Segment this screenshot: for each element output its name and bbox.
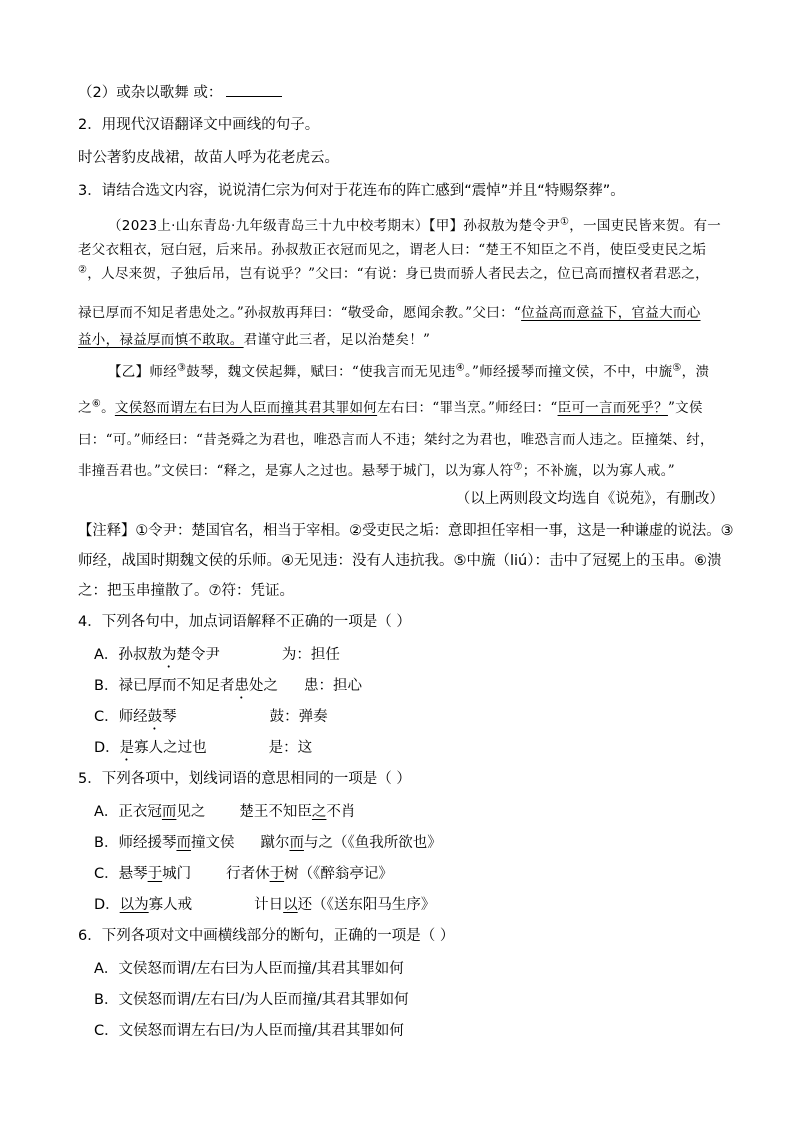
q4-option-a[interactable]: A．孙叔敖为楚令尹 为：担任 bbox=[94, 647, 340, 663]
q6-option-b[interactable]: B．文侯怒而谓/左右曰/为人臣而撞/其君其罪如何 bbox=[94, 992, 409, 1008]
q5-option-c[interactable]: C．悬琴于城门 行者休于树（《醉翁亭记》 bbox=[94, 866, 393, 882]
q4-option-c[interactable]: C．师经鼓琴 鼓：弹奏 bbox=[94, 709, 328, 725]
answer-blank[interactable] bbox=[226, 82, 282, 97]
passage-credit: （以上两则段文均选自《说苑》，有删改） bbox=[455, 491, 724, 507]
passage-line: 益小，禄益厚而慎不敢取。君谨守此三者，足以治楚矣！” bbox=[78, 332, 431, 348]
passage-line: 之⑥。文侯怒而谓左右曰为人臣而撞其君其罪如何左右曰：“罪当烹。”师经曰：“臣可一言而死乎？”文侯 bbox=[78, 398, 703, 416]
notes-line: 师经，战国时期魏文侯的乐师。④无见违：没有人违抗我。⑤中旒（liú）：击中了冠冕上的玉串。⑥溃 bbox=[78, 553, 722, 569]
underlined-sentence: 益小，禄益厚而慎不敢取。 bbox=[78, 332, 244, 348]
passage-source: （2023上·山东青岛·九年级青岛三十九中校考期末） bbox=[108, 218, 429, 234]
q5-option-a[interactable]: A．正衣冠而见之 楚王不知臣之不肖 bbox=[94, 804, 356, 820]
notes-line: 之：把玉串撞散了。⑦符：凭证。 bbox=[78, 583, 294, 599]
passage-line: 【乙】师经③鼓琴，魏文侯起舞，赋曰：“使我言而无见违④。”师经援琴而撞文侯，不中，中旒⑤，溃 bbox=[108, 362, 710, 380]
passage-line: 禄已厚而不知足者患处之。”孙叔敖再拜曰：“敬受命，愿闻余教。”父曰：“位益高而意益下，官益大而心 bbox=[78, 305, 701, 321]
q6-stem: 6．下列各项对文中画横线部分的断句，正确的一项是（ ） bbox=[78, 928, 455, 944]
q4-option-b[interactable]: B．禄已厚而不知足者患处之 患：担心 bbox=[94, 678, 362, 694]
passage-line: 老父衣粗衣，冠白冠，后来吊。孙叔敖正衣冠而见之，谓老人曰：“楚王不知臣之不肖，使臣受吏民之垢 bbox=[78, 242, 707, 258]
passage-yi-tag: 【乙】 bbox=[108, 364, 150, 380]
notes-line: 【注释】①令尹：楚国官名，相当于宰相。②受吏民之垢：意即担任宰相一事，这是一种谦虚的说法。③ bbox=[78, 523, 734, 539]
underlined-segment: 文侯怒而谓左右曰为人臣而撞其君其罪如何 bbox=[114, 400, 378, 416]
q3-prompt: 3．请结合选文内容，说说清仁宗为何对于花连布的阵亡感到“震悼”并且“特赐祭葬”。 bbox=[78, 183, 625, 199]
q5-stem: 5．下列各项中，划线词语的意思相同的一项是（ ） bbox=[78, 771, 411, 787]
q2-prompt: 2．用现代汉语翻译文中画线的句子。 bbox=[78, 117, 320, 133]
passage-line: 曰：“可。”师经曰：“昔尧舜之为君也，唯恐言而人不违；桀纣之为君也，唯恐言而人违之。臣撞桀、纣， bbox=[78, 432, 714, 448]
passage-line: ②，人尽来贺，子独后吊，岂有说乎？”父曰：“有说：身已贵而骄人者民去之，位已高而擅权者君恶之， bbox=[78, 264, 709, 282]
q6-option-c[interactable]: C．文侯怒而谓左右曰/为人臣而撞/其君其罪如何 bbox=[94, 1023, 404, 1039]
q2-sentence: 时公著豹皮战裙，故苗人呼为花老虎云。 bbox=[78, 150, 339, 166]
q5-option-b[interactable]: B．师经援琴而撞文侯 蹴尔而与之（《鱼我所欲也》 bbox=[94, 835, 442, 851]
q4-stem: 4．下列各句中，加点词语解释不正确的一项是（ ） bbox=[78, 614, 411, 630]
question-item-2: （2）或杂以歌舞 或： bbox=[78, 82, 282, 103]
underlined-sentence: 臣可一言而死乎？ bbox=[557, 400, 668, 416]
passage-line: 非撞吾君也。”文侯曰：“释之，是寡人之过也。悬琴于城门，以为寡人符⑦；不补旒，以为寡人戒。” bbox=[78, 461, 675, 479]
passage-jia-tag: 【甲】 bbox=[428, 218, 464, 234]
q4-option-d[interactable]: D．是寡人之过也 是：这 bbox=[94, 740, 313, 756]
q6-option-a[interactable]: A．文侯怒而谓/左右曰为人臣而撞/其君其罪如何 bbox=[94, 961, 404, 977]
underlined-sentence: 位益高而意益下，官益大而心 bbox=[521, 305, 701, 321]
q5-option-d[interactable]: D．以为寡人戒 计日以还（《送东阳马生序》 bbox=[94, 897, 436, 913]
passage-line: （2023上·山东青岛·九年级青岛三十九中校考期末）【甲】孙叔敖为楚令尹①，一国吏民皆来贺。有一 bbox=[108, 216, 722, 234]
